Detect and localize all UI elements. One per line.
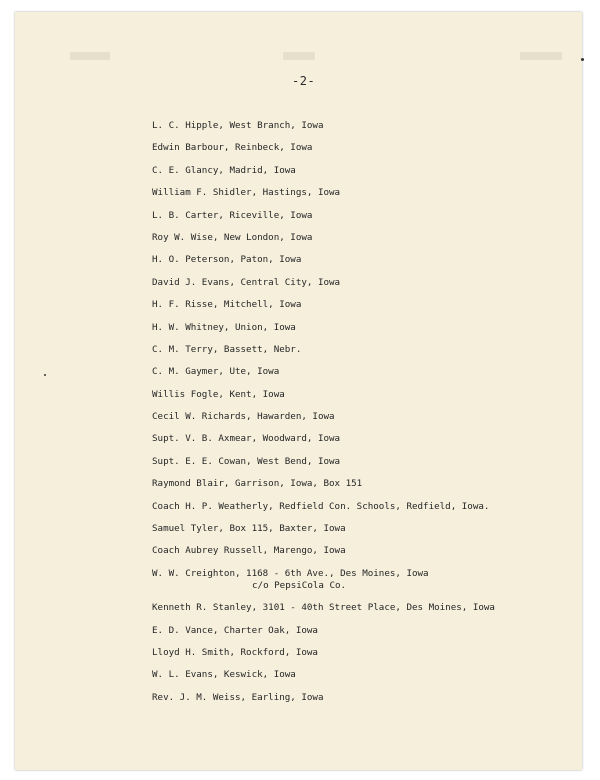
entry-text: David J. Evans, Central City, Iowa xyxy=(152,276,341,288)
list-item xyxy=(152,142,495,164)
entry-text: Supt. V. B. Axmear, Woodward, Iowa xyxy=(152,433,341,445)
entry-text: Raymond Blair, Garrison, Iowa, Box 151 xyxy=(152,478,363,490)
entry-text: H. W. Whitney, Union, Iowa xyxy=(152,321,296,333)
list-item xyxy=(152,625,495,647)
entry-text: W. W. Creighton, 1168 - 6th Ave., Des Moines, Iowa xyxy=(152,567,429,579)
list-item xyxy=(152,120,495,142)
entry-text: Edwin Barbour, Reinbeck, Iowa xyxy=(152,142,313,154)
list-item xyxy=(152,232,495,254)
entry-text: C. M. Gaymer, Ute, Iowa xyxy=(152,366,280,378)
entry-text: Coach Aubrey Russell, Marengo, Iowa xyxy=(152,545,346,557)
ink-speck xyxy=(581,58,584,61)
entry-text: C. M. Terry, Bassett, Nebr. xyxy=(152,343,302,355)
list-item xyxy=(152,647,495,669)
page-number: -2- xyxy=(292,74,316,88)
list-item xyxy=(152,254,495,276)
list-item xyxy=(152,299,495,321)
entry-text: E. D. Vance, Charter Oak, Iowa xyxy=(152,624,318,636)
entry-text: H. O. Peterson, Paton, Iowa xyxy=(152,254,302,266)
document-page xyxy=(15,12,582,770)
entry-text: H. F. Risse, Mitchell, Iowa xyxy=(152,299,302,311)
list-item xyxy=(152,389,495,411)
address-list xyxy=(152,120,495,714)
list-item xyxy=(152,187,495,209)
entry-text: Willis Fogle, Kent, Iowa xyxy=(152,388,285,400)
entry-text: Coach H. P. Weatherly, Redfield Con. Schools, Redfield, Iowa. xyxy=(152,500,490,512)
list-item xyxy=(152,165,495,187)
entry-text: Rev. J. M. Weiss, Earling, Iowa xyxy=(152,691,324,703)
entry-text: William F. Shidler, Hastings, Iowa xyxy=(152,187,341,199)
list-item xyxy=(152,478,495,500)
bleed-through-mark xyxy=(283,52,315,60)
list-item xyxy=(152,433,495,455)
entry-text: W. L. Evans, Keswick, Iowa xyxy=(152,669,296,681)
entry-text: Samuel Tyler, Box 115, Baxter, Iowa xyxy=(152,523,346,535)
entry-text: L. C. Hipple, West Branch, Iowa xyxy=(152,120,324,131)
list-item xyxy=(152,669,495,691)
bleed-through-mark xyxy=(520,52,562,60)
bleed-through-mark xyxy=(70,52,110,60)
entry-subline: c/o PepsiCola Co. xyxy=(252,579,347,591)
list-item xyxy=(152,456,495,478)
entry-text: C. E. Glancy, Madrid, Iowa xyxy=(152,164,296,176)
list-item xyxy=(152,322,495,344)
entry-text: Kenneth R. Stanley, 3101 - 40th Street Place, Des Moines, Iowa xyxy=(152,602,495,614)
list-item xyxy=(152,602,495,624)
ink-speck xyxy=(44,374,46,376)
entry-text: Roy W. Wise, New London, Iowa xyxy=(152,231,313,243)
list-item xyxy=(152,545,495,567)
list-item xyxy=(152,411,495,433)
list-item xyxy=(152,277,495,299)
list-item xyxy=(152,568,495,603)
list-item xyxy=(152,344,495,366)
entry-text: L. B. Carter, Riceville, Iowa xyxy=(152,209,313,221)
list-item xyxy=(152,692,495,714)
list-item xyxy=(152,210,495,232)
entry-text: Cecil W. Richards, Hawarden, Iowa xyxy=(152,411,335,423)
entry-text: Lloyd H. Smith, Rockford, Iowa xyxy=(152,647,318,659)
list-item xyxy=(152,501,495,523)
entry-text: Supt. E. E. Cowan, West Bend, Iowa xyxy=(152,455,341,467)
list-item xyxy=(152,523,495,545)
list-item xyxy=(152,366,495,388)
